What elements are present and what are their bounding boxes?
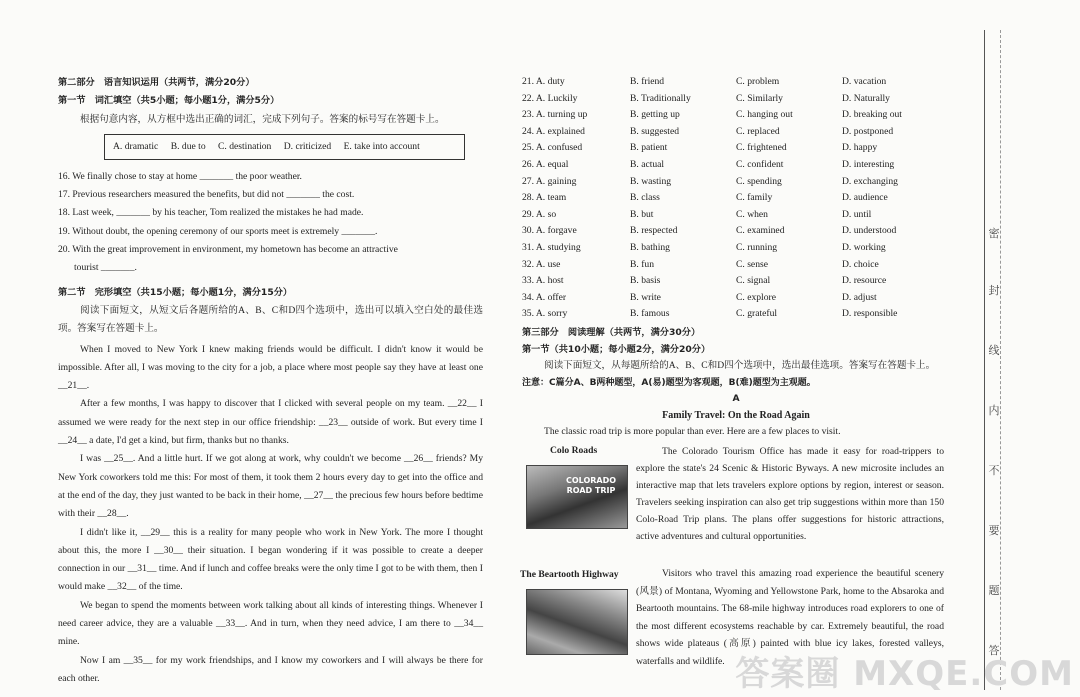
part3-note: 注意：C篇分A、B两种题型，A(易)题型为客观题，B(难)题型为主观题。 <box>522 377 816 388</box>
option-choice: 22. A. Luckily <box>522 92 578 104</box>
section2-instructions: 阅读下面短文，从短文后各题所给的A、B、C和D四个选项中，选出可以填入空白处的最佳选项。答案写在答题卡上。 <box>58 304 483 335</box>
section1-instructions: 根据句意内容，从方框中选出正确的词汇，完成下列句子。答案的标号写在答题卡上。 <box>80 113 445 125</box>
option-choice: D. understood <box>842 225 897 237</box>
binding-char: 不 <box>988 465 1000 477</box>
word-box <box>104 134 465 160</box>
option-choice: D. resource <box>842 275 887 287</box>
option-choice: D. breaking out <box>842 109 902 121</box>
question-18: 18. Last week, _______ by his teacher, Tom realized the mistakes he had made. <box>58 207 364 219</box>
option-choice: D. audience <box>842 192 888 204</box>
option-row <box>522 207 950 224</box>
box-option: B. due to <box>170 140 206 152</box>
passage-title: Family Travel: On the Road Again <box>662 409 810 421</box>
section2-title: 第二节 完形填空（共15小题；每小题1分，满分15分） <box>58 286 293 298</box>
option-choice: B. patient <box>630 142 668 154</box>
cloze-options <box>522 74 950 323</box>
option-choice: C. explore <box>736 291 776 303</box>
option-choice: C. signal <box>736 275 771 287</box>
option-row <box>522 124 950 141</box>
option-choice: 25. A. confused <box>522 142 583 154</box>
option-choice: D. until <box>842 208 872 220</box>
colo-roads-heading: Colo Roads <box>550 445 598 457</box>
cloze-paragraph-5: We began to spend the moments between work talking about all kinds of interesting things. Whenever I need career advice, they are a valuable __33__. And in turn, when they need advice, I am there to __34__ mine. <box>58 599 483 648</box>
part2-title: 第二部分 语言知识运用（共两节，满分20分） <box>58 77 255 88</box>
box-option: A. dramatic <box>113 140 159 152</box>
option-choice: B. actual <box>630 158 665 170</box>
option-choice: C. replaced <box>736 125 780 137</box>
left-column <box>58 74 483 688</box>
option-choice: D. responsible <box>842 308 898 320</box>
option-choice: 24. A. explained <box>522 125 585 137</box>
cloze-paragraph-6: Now I am __35__ for my work friendships, and I know my coworkers and I will always be there for each other. <box>58 654 483 684</box>
option-choice: B. bathing <box>630 241 670 253</box>
question-16: 16. We finally chose to stay at home _______ the poor weather. <box>58 170 302 182</box>
box-option: D. criticized <box>283 140 332 152</box>
option-choice: C. family <box>736 192 773 204</box>
binding-char: 内 <box>988 405 1000 417</box>
box-option: C. destination <box>218 140 272 152</box>
option-choice: B. basis <box>630 275 661 287</box>
passage-letter: A <box>732 393 740 405</box>
option-choice: C. confident <box>736 158 784 170</box>
option-row <box>522 74 950 91</box>
option-choice: D. happy <box>842 142 878 154</box>
cloze-paragraph-4: I didn't like it, __29__ this is a reality for many people who work in New York. The more I thought about this, the more I __30__ their situation. I began wondering if it was possible to create a deeper connection in our __31__ time. And if lunch and coffee breaks were the only time I got to be with them, then I would make __32__ of the time. <box>58 526 483 593</box>
option-choice: C. examined <box>736 225 785 237</box>
option-choice: 30. A. forgave <box>522 225 577 237</box>
option-choice: B. wasting <box>630 175 672 187</box>
option-choice: B. respected <box>630 225 678 237</box>
option-choice: B. suggested <box>630 125 680 137</box>
option-choice: 21. A. duty <box>522 76 565 87</box>
option-choice: D. adjust <box>842 291 877 303</box>
colo-roads-block <box>522 443 950 561</box>
box-option: E. take into account <box>343 140 420 152</box>
right-column <box>522 74 950 685</box>
option-choice: B. fun <box>630 258 654 270</box>
option-row <box>522 240 950 257</box>
option-choice: B. friend <box>630 76 665 87</box>
option-choice: 32. A. use <box>522 258 561 270</box>
option-choice: B. famous <box>630 308 670 320</box>
binding-char: 密 <box>988 228 1000 240</box>
option-choice: 29. A. so <box>522 208 557 220</box>
option-choice: C. problem <box>736 76 780 87</box>
option-row <box>522 257 950 274</box>
passage-intro: The classic road trip is more popular than ever. Here are a few places to visit. <box>544 426 841 438</box>
colo-roads-text: The Colorado Tourism Office has made it easy for road-trippers to explore the state's 24 Scenic & Historic Byways. A new microsite includes an interactive map that lets travelers explore options by region, interest or season. Travelers seeking inspiration can also get trip suggestions within more than 150 Colo-Road Trip plans. The plans offer suggestions for historic attractions, active adventures and cultural opportunities. <box>636 446 944 543</box>
question-20-cont: tourist _______. <box>74 262 137 274</box>
colo-image-caption: COLORADO ROAD TRIP <box>565 476 617 496</box>
option-choice: C. sense <box>736 258 768 270</box>
option-choice: C. Similarly <box>736 92 783 104</box>
part3-instructions: 阅读下面短文，从每题所给的A、B、C和D四个选项中，选出最佳选项。答案写在答题卡上。 <box>544 360 936 372</box>
option-choice: 35. A. sorry <box>522 308 568 320</box>
option-choice: D. Naturally <box>842 92 890 104</box>
option-choice: B. write <box>630 291 661 303</box>
option-choice: D. exchanging <box>842 175 898 187</box>
question-19: 19. Without doubt, the opening ceremony of our sports meet is extremely _______. <box>58 225 378 237</box>
option-row <box>522 157 950 174</box>
option-choice: B. getting up <box>630 109 680 121</box>
beartooth-image <box>526 589 628 655</box>
option-choice: D. vacation <box>842 76 887 87</box>
binding-char: 题 <box>988 585 1000 597</box>
question-17: 17. Previous researchers measured the benefits, but did not _______ the cost. <box>58 189 355 201</box>
option-choice: C. grateful <box>736 308 778 320</box>
option-row <box>522 306 950 323</box>
colo-roads-image <box>526 465 628 529</box>
option-row <box>522 223 950 240</box>
option-choice: 34. A. offer <box>522 291 567 303</box>
option-choice: B. class <box>630 192 660 204</box>
question-20: 20. With the great improvement in environment, my hometown has become an attractive <box>58 244 398 256</box>
binding-line <box>984 30 985 690</box>
beartooth-text: Visitors who travel this amazing road experience the beautiful scenery (风景) of Montana, Wyoming and Yellowstone Park, home to the Absaroka and Beartooth mountains. The 68-mile highway introduces road explorers to one of the most different ecosystems reachable by car. Extremely beautiful, the road shows wide plateaus (高原) painted with blue icy lakes, forested valleys, waterfalls and wildlife. <box>636 568 944 668</box>
binding-char: 线 <box>988 345 1000 357</box>
option-choice: 27. A. gaining <box>522 175 577 187</box>
option-choice: B. Traditionally <box>630 92 691 104</box>
option-choice: C. spending <box>736 175 782 187</box>
binding-char: 要 <box>988 525 1000 537</box>
part3-section1-title: 第一节（共10小题；每小题2分，满分20分） <box>522 343 711 355</box>
option-choice: D. postponed <box>842 125 894 137</box>
option-choice: C. when <box>736 208 768 220</box>
cloze-paragraph-3: I was __25__. And a little hurt. If we got along at work, why couldn't we become __26__ friends? My New York coworkers told me this: For most of them, it took them 2 hours every day to get into the office and at the end of the day, they just wanted to be back in their home, __27__ the precious few hours before bedtime with their __28__. <box>58 453 483 520</box>
option-choice: D. interesting <box>842 158 895 170</box>
binding-char: 封 <box>988 285 1000 297</box>
section1-title: 第一节 词汇填空（共5小题；每小题1分，满分5分） <box>58 95 280 107</box>
beartooth-heading: The Beartooth Highway <box>520 569 619 581</box>
option-row <box>522 140 950 157</box>
watermark: 答案圈 MXQE.COM <box>735 654 1074 694</box>
option-row <box>522 273 950 290</box>
cloze-paragraph-1: When I moved to New York I knew making friends would be difficult. I didn't know it would be impossible. After all, I was moving to the city for a job, a place where most people say they have at least one __21__. <box>58 343 483 392</box>
option-choice: 28. A. team <box>522 192 567 204</box>
option-row <box>522 290 950 307</box>
option-choice: C. running <box>736 241 778 253</box>
option-row <box>522 91 950 108</box>
option-choice: 26. A. equal <box>522 158 569 170</box>
part3-title: 第三部分 阅读理解（共两节，满分30分） <box>522 326 701 338</box>
option-row <box>522 174 950 191</box>
option-choice: B. but <box>630 208 654 220</box>
option-choice: 31. A. studying <box>522 241 581 253</box>
option-choice: 23. A. turning up <box>522 109 588 121</box>
option-row <box>522 190 950 207</box>
cloze-paragraph-2: After a few months, I was happy to discover that I clicked with several people on my team. __22__ I assumed we were ready for the next step in our office friendship: __23__ outside of work. But every time I __24__ a date, I'd get a kind, but firm, thanks but no thanks. <box>58 398 483 447</box>
option-row <box>522 107 950 124</box>
option-choice: D. choice <box>842 258 879 270</box>
option-choice: 33. A. host <box>522 275 564 287</box>
option-choice: D. working <box>842 241 886 253</box>
option-choice: C. frightened <box>736 142 787 154</box>
option-choice: C. hanging out <box>736 109 793 121</box>
binding-char: 答 <box>988 645 1000 657</box>
